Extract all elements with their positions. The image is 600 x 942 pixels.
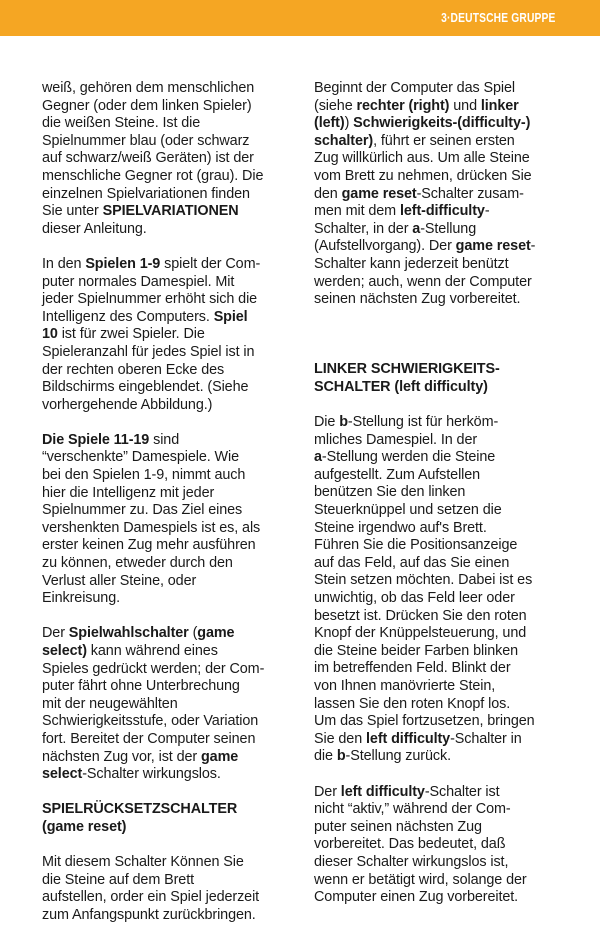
text-line xyxy=(314,98,568,116)
text-run: Schalter, in der xyxy=(314,220,413,237)
text-line xyxy=(42,537,294,555)
text-line xyxy=(314,731,568,749)
text-line xyxy=(42,362,294,380)
text-run: (game reset) xyxy=(42,818,127,835)
left-column xyxy=(42,80,294,942)
text-run: nächsten Zug vor, ist der xyxy=(42,748,201,765)
paragraph xyxy=(42,256,294,414)
text-run: kann während eines xyxy=(86,643,218,659)
paragraph xyxy=(42,432,294,608)
text-run: spielt der Com- xyxy=(160,255,261,272)
right-column xyxy=(314,80,568,924)
text-line xyxy=(314,555,568,573)
text-line xyxy=(314,274,568,292)
text-run: der rechten oberen Ecke des xyxy=(42,361,225,378)
text-run: -Stellung werden die Steine xyxy=(321,449,496,466)
bold-term: game reset xyxy=(455,238,531,255)
text-line xyxy=(42,449,294,467)
text-line xyxy=(314,819,568,837)
text-line xyxy=(314,414,568,432)
bold-term: a xyxy=(314,449,322,466)
text-run: zu können, etweder durch den xyxy=(42,555,233,572)
text-run: -Stellung ist für herköm- xyxy=(347,414,499,431)
text-line xyxy=(314,361,568,379)
text-line xyxy=(42,80,294,98)
text-run: puter normales Damespiel. Mit xyxy=(42,273,235,290)
text-line xyxy=(42,678,294,696)
text-run: Einkreisung. xyxy=(42,590,120,607)
text-line xyxy=(314,238,568,256)
section-heading xyxy=(42,801,294,836)
text-line xyxy=(314,678,568,696)
text-line xyxy=(314,484,568,502)
text-line xyxy=(42,256,294,274)
text-line xyxy=(42,221,294,239)
text-run: dieser Anleitung. xyxy=(42,220,147,237)
text-run: vorhergehende Abbildung.) xyxy=(42,396,213,413)
text-run: zum Anfangspunkt zurückbringen. xyxy=(42,906,256,923)
text-run: ( xyxy=(188,625,198,642)
text-line xyxy=(42,661,294,679)
text-run: Schwierigkeitsstufe, oder Variation xyxy=(42,713,259,730)
text-run: auf schwarz/weiß Geräten) ist der xyxy=(42,150,254,167)
text-line xyxy=(42,907,294,925)
text-run: -Schalter ist xyxy=(424,783,500,800)
text-run: jeder Spielnummer erhöht sich die xyxy=(42,291,258,308)
section-spacer xyxy=(314,326,568,361)
text-line xyxy=(314,696,568,714)
text-run: Gegner (oder dem linken Spieler) xyxy=(42,97,252,114)
text-run: unwichtig, ob das Feld leer oder xyxy=(314,590,515,607)
text-line xyxy=(42,731,294,749)
text-run: benützen Sie den linken xyxy=(314,484,466,501)
text-run: (Aufstellvorgang). Der xyxy=(314,238,456,255)
bold-term: Spielwahlschalter xyxy=(68,625,189,642)
text-run: Sie den xyxy=(314,730,367,747)
text-line xyxy=(42,573,294,591)
text-run: fort. Bereitet der Computer seinen xyxy=(42,730,256,747)
text-run: -Stellung zurück. xyxy=(345,748,451,765)
bold-term: b xyxy=(339,414,348,431)
text-line xyxy=(42,713,294,731)
text-run: erster keinen Zug mehr ausführen xyxy=(42,537,256,554)
text-run: mliches Damespiel. In der xyxy=(314,431,478,448)
text-line xyxy=(314,520,568,538)
text-run: besetzt ist. Drücken Sie den roten xyxy=(314,607,527,624)
bold-term: rechter (right) xyxy=(356,97,450,114)
text-line xyxy=(314,186,568,204)
section-label: 3·DEUTSCHE GRUPPE xyxy=(441,11,556,25)
text-run: sind xyxy=(149,431,180,448)
paragraph xyxy=(314,414,568,766)
text-run: -Stellung xyxy=(420,220,477,237)
paragraph xyxy=(42,625,294,783)
text-run: Steuerknüppel und setzen die xyxy=(314,502,502,519)
text-line xyxy=(42,274,294,292)
text-line xyxy=(314,801,568,819)
text-line xyxy=(42,520,294,538)
text-run: (siehe xyxy=(314,97,357,114)
bold-term: game reset xyxy=(341,185,417,202)
text-line xyxy=(42,485,294,503)
text-line xyxy=(314,80,568,98)
text-run: Sie unter xyxy=(42,203,103,220)
text-line xyxy=(42,98,294,116)
text-line xyxy=(314,133,568,151)
text-line xyxy=(314,590,568,608)
text-line xyxy=(42,749,294,767)
bold-term: select xyxy=(42,766,83,783)
text-line xyxy=(314,660,568,678)
text-line xyxy=(42,766,294,784)
text-run: Der xyxy=(42,625,69,642)
text-run: vom Brett zu nehmen, drücken Sie xyxy=(314,167,532,184)
text-run: vershenkten Damespiels ist es, als xyxy=(42,519,261,536)
text-line xyxy=(314,608,568,626)
bold-term: game xyxy=(200,748,239,765)
text-run: - xyxy=(530,238,536,255)
text-line xyxy=(42,696,294,714)
text-run: Bildschirms eingeblendet. (Siehe xyxy=(42,379,249,396)
text-run: men mit dem xyxy=(314,203,400,220)
text-run: die Steine auf dem Brett xyxy=(42,871,194,888)
text-run: vorbereitet. Das bedeutet, daß xyxy=(314,836,506,853)
bold-term: a xyxy=(412,220,421,237)
text-run: die Steine beider Farben blinken xyxy=(314,642,519,659)
text-run: auf das Feld, auf das Sie einen xyxy=(314,554,510,571)
text-run: Führen Sie die Positionsanzeige xyxy=(314,537,518,554)
text-run: Die xyxy=(314,414,340,431)
text-run: aufstellen, order ein Spiel jederzeit xyxy=(42,889,260,906)
text-run: hier die Intelligenz mit jeder xyxy=(42,484,215,501)
text-line xyxy=(314,291,568,309)
paragraph xyxy=(42,80,294,238)
text-line xyxy=(314,467,568,485)
text-run: Verlust aller Steine, oder xyxy=(42,572,197,589)
text-run: werden; auch, wenn der Computer xyxy=(314,273,532,290)
bold-term: left-difficulty xyxy=(399,203,485,220)
text-line xyxy=(42,643,294,661)
bold-term: Spiel xyxy=(213,308,248,325)
text-line xyxy=(42,590,294,608)
bold-term: 10 xyxy=(42,326,58,343)
header-band xyxy=(0,0,600,36)
text-line xyxy=(314,643,568,661)
text-run: In den xyxy=(42,255,86,272)
text-run: Der xyxy=(314,783,341,800)
text-run: lassen Sie den roten Knopf los. xyxy=(314,695,511,712)
bold-term: Schwierigkeits-(difficulty-) xyxy=(353,115,531,132)
text-line xyxy=(314,502,568,520)
text-line xyxy=(42,625,294,643)
bold-term: schalter) xyxy=(314,132,374,149)
text-line xyxy=(42,872,294,890)
text-line xyxy=(42,150,294,168)
text-run: LINKER SCHWIERIGKEITS- xyxy=(314,361,500,378)
bold-term: b xyxy=(336,748,346,765)
text-run: , führt er seinen ersten xyxy=(373,132,515,149)
text-line xyxy=(42,344,294,362)
text-run: SCHALTER (left difficulty) xyxy=(314,378,488,395)
text-run: den xyxy=(314,185,342,202)
text-run: -Schalter zusam- xyxy=(416,185,524,202)
text-line xyxy=(42,432,294,450)
text-line xyxy=(42,801,294,819)
text-run: Zug willkürlich aus. Um alle Steine xyxy=(314,150,530,167)
text-line xyxy=(314,872,568,890)
bold-term: (left) xyxy=(314,115,345,132)
text-run: Schalter kann jederzeit benützt xyxy=(314,255,509,272)
text-run: Intelligenz des Computers. xyxy=(42,308,214,325)
paragraph xyxy=(42,854,294,924)
text-line xyxy=(314,537,568,555)
text-line xyxy=(42,819,294,837)
text-run: Spielnummer blau (oder schwarz xyxy=(42,132,250,149)
text-run: puter fährt ohne Unterbrechung xyxy=(42,678,240,695)
text-run: von Ihnen manövrierte Stein, xyxy=(314,678,496,694)
bold-term: left difficulty xyxy=(340,783,425,800)
text-run: weiß, gehören dem menschlichen xyxy=(42,80,255,96)
text-line xyxy=(314,256,568,274)
text-run: seinen nächsten Zug vorbereitet. xyxy=(314,291,521,308)
text-run: Spielnummer zu. Das Ziel eines xyxy=(42,502,243,519)
text-run: mit der neugewählten xyxy=(42,695,178,712)
text-line xyxy=(314,889,568,907)
text-run: -Schalter wirkungslos. xyxy=(82,766,221,783)
text-run: wenn er betätigt wird, solange der xyxy=(314,871,527,888)
bold-term: left difficulty xyxy=(366,730,451,747)
text-run: ) xyxy=(344,115,354,132)
text-line xyxy=(42,115,294,133)
text-run: Um das Spiel fortzusetzen, bringen xyxy=(314,713,535,730)
text-run: Mit diesem Schalter Können Sie xyxy=(42,854,244,871)
text-line xyxy=(314,748,568,766)
text-line xyxy=(42,133,294,151)
text-line xyxy=(42,186,294,204)
text-run: ist für zwei Spieler. Die xyxy=(57,326,205,343)
text-line xyxy=(42,326,294,344)
text-line xyxy=(314,379,568,397)
text-line xyxy=(42,889,294,907)
text-run: Beginnt der Computer das Spiel xyxy=(314,80,515,96)
bold-term: Die Spiele 11-19 xyxy=(42,431,150,448)
text-run: und xyxy=(449,97,481,114)
text-line xyxy=(314,713,568,731)
text-line xyxy=(42,309,294,327)
paragraph xyxy=(314,80,568,309)
text-line xyxy=(314,168,568,186)
text-line xyxy=(314,572,568,590)
text-line xyxy=(42,203,294,221)
text-run: dieser Schalter wirkungslos ist, xyxy=(314,853,509,870)
bold-term: SPIELVARIATIONEN xyxy=(102,203,239,220)
section-heading xyxy=(314,361,568,396)
text-line xyxy=(314,115,568,133)
text-run: einzelnen Spielvariationen finden xyxy=(42,185,250,202)
text-line xyxy=(42,502,294,520)
text-run: aufgestellt. Zum Aufstellen xyxy=(314,466,481,483)
text-run: Stein setzen möchten. Dabei ist es xyxy=(314,572,533,589)
text-line xyxy=(314,625,568,643)
text-run: die weißen Steine. Ist die xyxy=(42,115,201,132)
paragraph xyxy=(314,784,568,907)
text-line xyxy=(314,221,568,239)
text-run: Steine irgendwo auf's Brett. xyxy=(314,519,487,536)
text-run: Spieles gedrückt werden; der Com- xyxy=(42,660,265,677)
text-line xyxy=(314,150,568,168)
text-run: - xyxy=(484,203,490,220)
bold-term: game xyxy=(197,625,235,642)
text-run: nicht “aktiv,” während der Com- xyxy=(314,801,511,818)
text-run: SPIELRÜCKSETZSCHALTER xyxy=(42,801,238,818)
text-run: -Schalter in xyxy=(450,730,522,747)
text-run: “verschenkte” Damespiele. Wie xyxy=(42,449,240,466)
text-run: die xyxy=(314,748,337,765)
text-line xyxy=(314,836,568,854)
text-run: bei den Spielen 1-9, nimmt auch xyxy=(42,467,246,484)
bold-term: linker xyxy=(480,97,519,114)
text-run: im betreffenden Feld. Blinkt der xyxy=(314,660,511,677)
text-run: puter seinen nächsten Zug xyxy=(314,818,482,835)
text-line xyxy=(42,397,294,415)
text-run: Computer einen Zug vorbereitet. xyxy=(314,889,519,906)
bold-term: Spielen 1-9 xyxy=(85,255,161,272)
text-line xyxy=(42,467,294,485)
text-run: Spieleranzahl für jedes Spiel ist in xyxy=(42,343,255,360)
text-run: menschliche Gegner rot (grau). Die xyxy=(42,167,264,184)
text-line xyxy=(42,168,294,186)
text-line xyxy=(314,854,568,872)
text-line xyxy=(42,291,294,309)
text-line xyxy=(42,379,294,397)
text-line xyxy=(42,555,294,573)
text-line xyxy=(314,203,568,221)
text-line xyxy=(314,784,568,802)
text-line xyxy=(42,854,294,872)
bold-term: select) xyxy=(42,643,87,659)
text-line xyxy=(314,432,568,450)
text-run: Knopf der Knüppelsteuerung, und xyxy=(314,625,527,642)
text-line xyxy=(314,449,568,467)
